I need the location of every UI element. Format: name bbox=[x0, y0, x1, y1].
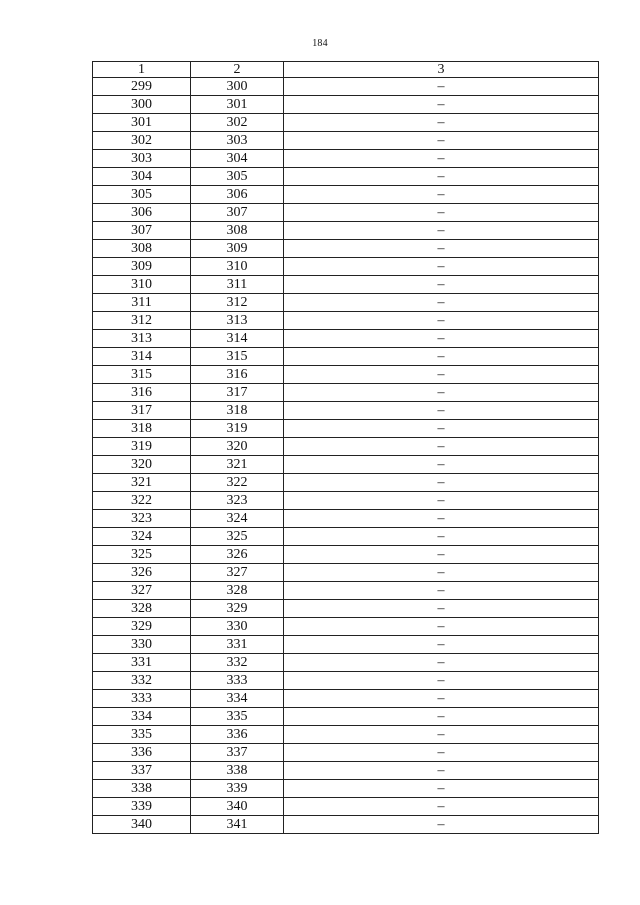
table-cell-col-1: 306 bbox=[93, 204, 191, 222]
table-cell-col-3: – bbox=[284, 708, 599, 726]
table-row bbox=[93, 798, 599, 816]
table-row bbox=[93, 114, 599, 132]
table-cell-col-3: – bbox=[284, 564, 599, 582]
table-cell-col-3: – bbox=[284, 150, 599, 168]
table-row bbox=[93, 726, 599, 744]
table-row bbox=[93, 258, 599, 276]
table-row bbox=[93, 582, 599, 600]
table-cell-col-1: 318 bbox=[93, 420, 191, 438]
table-cell-col-1: 329 bbox=[93, 618, 191, 636]
table-cell-col-3: – bbox=[284, 168, 599, 186]
table-row bbox=[93, 816, 599, 834]
table-cell-col-3: – bbox=[284, 690, 599, 708]
table-cell-col-2: 317 bbox=[191, 384, 284, 402]
table-header bbox=[93, 62, 599, 78]
table-row bbox=[93, 762, 599, 780]
table-cell-col-2: 311 bbox=[191, 276, 284, 294]
table-cell-col-1: 312 bbox=[93, 312, 191, 330]
table-row bbox=[93, 402, 599, 420]
table-cell-col-2: 315 bbox=[191, 348, 284, 366]
table-cell-col-2: 305 bbox=[191, 168, 284, 186]
table-cell-col-3: – bbox=[284, 96, 599, 114]
table-row bbox=[93, 528, 599, 546]
table-cell-col-1: 326 bbox=[93, 564, 191, 582]
table-cell-col-2: 333 bbox=[191, 672, 284, 690]
table-row bbox=[93, 240, 599, 258]
table-cell-col-2: 307 bbox=[191, 204, 284, 222]
table-cell-col-3: – bbox=[284, 258, 599, 276]
table-cell-col-1: 299 bbox=[93, 78, 191, 96]
table-row bbox=[93, 168, 599, 186]
table-cell-col-2: 306 bbox=[191, 186, 284, 204]
table-row bbox=[93, 546, 599, 564]
table-row bbox=[93, 312, 599, 330]
table-row bbox=[93, 510, 599, 528]
table-cell-col-2: 300 bbox=[191, 78, 284, 96]
table-row bbox=[93, 690, 599, 708]
table-cell-col-1: 322 bbox=[93, 492, 191, 510]
table-cell-col-1: 325 bbox=[93, 546, 191, 564]
table-row bbox=[93, 132, 599, 150]
table-cell-col-2: 327 bbox=[191, 564, 284, 582]
table-cell-col-3: – bbox=[284, 294, 599, 312]
table-cell-col-3: – bbox=[284, 762, 599, 780]
table-cell-col-1: 304 bbox=[93, 168, 191, 186]
table-cell-col-1: 317 bbox=[93, 402, 191, 420]
table-cell-col-2: 338 bbox=[191, 762, 284, 780]
table-cell-col-3: – bbox=[284, 582, 599, 600]
table-cell-col-3: – bbox=[284, 186, 599, 204]
table-row bbox=[93, 474, 599, 492]
table-cell-col-2: 336 bbox=[191, 726, 284, 744]
data-table bbox=[92, 61, 599, 834]
table-cell-col-1: 321 bbox=[93, 474, 191, 492]
table-cell-col-1: 301 bbox=[93, 114, 191, 132]
table-cell-col-1: 309 bbox=[93, 258, 191, 276]
table-cell-col-2: 301 bbox=[191, 96, 284, 114]
table-cell-col-3: – bbox=[284, 420, 599, 438]
table-row bbox=[93, 96, 599, 114]
table-cell-col-2: 309 bbox=[191, 240, 284, 258]
table-row bbox=[93, 618, 599, 636]
table-cell-col-2: 303 bbox=[191, 132, 284, 150]
table-cell-col-2: 313 bbox=[191, 312, 284, 330]
table-cell-col-1: 308 bbox=[93, 240, 191, 258]
table-cell-col-1: 327 bbox=[93, 582, 191, 600]
table-row bbox=[93, 708, 599, 726]
header-row bbox=[93, 62, 599, 78]
table-cell-col-1: 300 bbox=[93, 96, 191, 114]
table-row bbox=[93, 384, 599, 402]
table-cell-col-3: – bbox=[284, 798, 599, 816]
table-row bbox=[93, 672, 599, 690]
table-row bbox=[93, 78, 599, 96]
table-cell-col-3: – bbox=[284, 384, 599, 402]
table-cell-col-1: 328 bbox=[93, 600, 191, 618]
table-cell-col-3: – bbox=[284, 132, 599, 150]
table-cell-col-2: 308 bbox=[191, 222, 284, 240]
column-header-1: 1 bbox=[93, 62, 191, 78]
table-cell-col-3: – bbox=[284, 672, 599, 690]
table-cell-col-3: – bbox=[284, 474, 599, 492]
table-cell-col-2: 318 bbox=[191, 402, 284, 420]
table-row bbox=[93, 564, 599, 582]
table-cell-col-1: 302 bbox=[93, 132, 191, 150]
table-cell-col-3: – bbox=[284, 492, 599, 510]
table-row bbox=[93, 366, 599, 384]
table-cell-col-2: 314 bbox=[191, 330, 284, 348]
table-cell-col-1: 330 bbox=[93, 636, 191, 654]
table-cell-col-3: – bbox=[284, 78, 599, 96]
table-cell-col-1: 311 bbox=[93, 294, 191, 312]
table-row bbox=[93, 186, 599, 204]
table-row bbox=[93, 636, 599, 654]
table-row bbox=[93, 204, 599, 222]
table-cell-col-1: 336 bbox=[93, 744, 191, 762]
table-cell-col-2: 312 bbox=[191, 294, 284, 312]
table-cell-col-2: 334 bbox=[191, 690, 284, 708]
table-cell-col-1: 340 bbox=[93, 816, 191, 834]
table-cell-col-3: – bbox=[284, 744, 599, 762]
table-row bbox=[93, 222, 599, 240]
table-cell-col-3: – bbox=[284, 276, 599, 294]
table-cell-col-3: – bbox=[284, 312, 599, 330]
table-cell-col-2: 325 bbox=[191, 528, 284, 546]
table-row bbox=[93, 150, 599, 168]
table-cell-col-2: 321 bbox=[191, 456, 284, 474]
table-cell-col-1: 323 bbox=[93, 510, 191, 528]
table-cell-col-3: – bbox=[284, 222, 599, 240]
table-cell-col-1: 339 bbox=[93, 798, 191, 816]
table-cell-col-1: 338 bbox=[93, 780, 191, 798]
table-row bbox=[93, 780, 599, 798]
table-cell-col-3: – bbox=[284, 816, 599, 834]
table-cell-col-1: 335 bbox=[93, 726, 191, 744]
table-row bbox=[93, 654, 599, 672]
table-cell-col-3: – bbox=[284, 726, 599, 744]
table-row bbox=[93, 600, 599, 618]
table-cell-col-2: 302 bbox=[191, 114, 284, 132]
table-row bbox=[93, 294, 599, 312]
table-cell-col-1: 334 bbox=[93, 708, 191, 726]
table-row bbox=[93, 276, 599, 294]
table-cell-col-1: 320 bbox=[93, 456, 191, 474]
table-cell-col-2: 322 bbox=[191, 474, 284, 492]
table-cell-col-2: 328 bbox=[191, 582, 284, 600]
table-cell-col-2: 337 bbox=[191, 744, 284, 762]
page-number: 184 bbox=[312, 38, 328, 49]
table-cell-col-2: 316 bbox=[191, 366, 284, 384]
table-cell-col-1: 314 bbox=[93, 348, 191, 366]
table-cell-col-1: 305 bbox=[93, 186, 191, 204]
table-cell-col-2: 329 bbox=[191, 600, 284, 618]
table-cell-col-2: 323 bbox=[191, 492, 284, 510]
table-cell-col-3: – bbox=[284, 438, 599, 456]
table-row bbox=[93, 492, 599, 510]
table-cell-col-3: – bbox=[284, 636, 599, 654]
table-cell-col-3: – bbox=[284, 114, 599, 132]
table-cell-col-2: 340 bbox=[191, 798, 284, 816]
table-cell-col-2: 319 bbox=[191, 420, 284, 438]
table-cell-col-2: 341 bbox=[191, 816, 284, 834]
table-row bbox=[93, 744, 599, 762]
table-body bbox=[93, 78, 599, 834]
table-cell-col-1: 319 bbox=[93, 438, 191, 456]
table-cell-col-1: 324 bbox=[93, 528, 191, 546]
table-cell-col-2: 335 bbox=[191, 708, 284, 726]
table-cell-col-3: – bbox=[284, 402, 599, 420]
table-cell-col-2: 310 bbox=[191, 258, 284, 276]
table-row bbox=[93, 456, 599, 474]
table-cell-col-3: – bbox=[284, 780, 599, 798]
table-cell-col-2: 332 bbox=[191, 654, 284, 672]
table-cell-col-1: 331 bbox=[93, 654, 191, 672]
table-row bbox=[93, 438, 599, 456]
table-cell-col-2: 324 bbox=[191, 510, 284, 528]
table-cell-col-1: 316 bbox=[93, 384, 191, 402]
table-cell-col-1: 332 bbox=[93, 672, 191, 690]
table-cell-col-3: – bbox=[284, 204, 599, 222]
table-row bbox=[93, 330, 599, 348]
table-cell-col-1: 303 bbox=[93, 150, 191, 168]
table-cell-col-1: 333 bbox=[93, 690, 191, 708]
table-cell-col-3: – bbox=[284, 654, 599, 672]
table-cell-col-1: 313 bbox=[93, 330, 191, 348]
table-cell-col-3: – bbox=[284, 510, 599, 528]
column-header-3: 3 bbox=[284, 62, 599, 78]
table-cell-col-3: – bbox=[284, 330, 599, 348]
table-cell-col-2: 304 bbox=[191, 150, 284, 168]
table-cell-col-2: 339 bbox=[191, 780, 284, 798]
table-cell-col-1: 315 bbox=[93, 366, 191, 384]
column-header-2: 2 bbox=[191, 62, 284, 78]
table-cell-col-3: – bbox=[284, 546, 599, 564]
table-cell-col-3: – bbox=[284, 600, 599, 618]
table-cell-col-3: – bbox=[284, 456, 599, 474]
table-cell-col-2: 330 bbox=[191, 618, 284, 636]
table-cell-col-3: – bbox=[284, 618, 599, 636]
table-cell-col-2: 326 bbox=[191, 546, 284, 564]
table-cell-col-1: 307 bbox=[93, 222, 191, 240]
table-cell-col-3: – bbox=[284, 528, 599, 546]
table-row bbox=[93, 348, 599, 366]
table-cell-col-1: 337 bbox=[93, 762, 191, 780]
table-row bbox=[93, 420, 599, 438]
table-cell-col-3: – bbox=[284, 366, 599, 384]
table-cell-col-1: 310 bbox=[93, 276, 191, 294]
table-cell-col-2: 331 bbox=[191, 636, 284, 654]
table-cell-col-3: – bbox=[284, 240, 599, 258]
table-cell-col-2: 320 bbox=[191, 438, 284, 456]
table-cell-col-3: – bbox=[284, 348, 599, 366]
